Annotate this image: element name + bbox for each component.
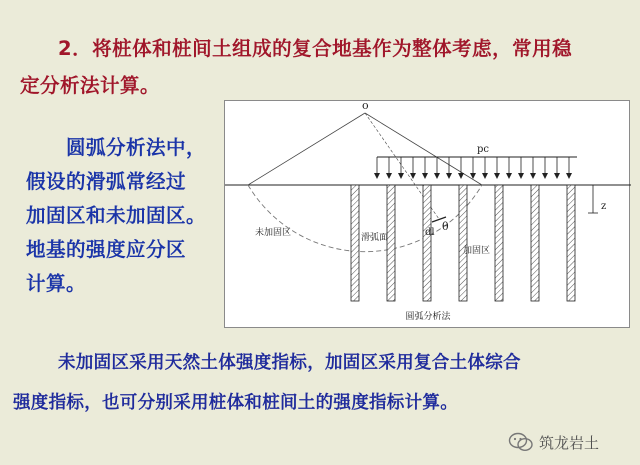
left-line-2: 假设的滑弧常经过: [26, 170, 187, 193]
pile: [531, 185, 539, 301]
circular-arc-diagram: [224, 100, 630, 328]
piles-group: [351, 185, 575, 301]
radius-line-left: [248, 113, 365, 185]
diagram-svg: [225, 101, 631, 329]
unreinforced-zone-label: 未加固区: [255, 228, 292, 238]
wechat-icon: [508, 432, 534, 452]
pile: [567, 185, 575, 301]
theta-label: θ: [442, 220, 449, 233]
diagram-caption: 圆弧分析法: [405, 312, 451, 322]
heading-line-2: 定分析法计算。: [20, 74, 161, 97]
reinforced-zone-label: 加固区: [463, 246, 491, 256]
watermark: [508, 430, 599, 454]
heading-line-1: 2．将桩体和桩间土组成的复合地基作为整体考虑，常用稳: [58, 37, 573, 60]
watermark-text: 筑龙岩土: [539, 433, 600, 452]
depth-label: z: [601, 201, 607, 212]
center-label: o: [362, 101, 369, 112]
slip-surface-label: 滑弧面: [361, 233, 389, 243]
pile: [459, 185, 467, 301]
left-line-3: 加固区和未加固区。: [26, 204, 207, 227]
pile: [495, 185, 503, 301]
pile: [387, 185, 395, 301]
bottom-line-2: 强度指标，也可分别采用桩体和桩间土的强度指标计算。: [13, 393, 458, 413]
bottom-line-1: 未加固区采用天然土体强度指标，加固区采用复合土体综合: [58, 353, 521, 373]
element-dl-label: dl: [425, 227, 435, 238]
pile: [351, 185, 359, 301]
left-line-5: 计算。: [26, 272, 87, 295]
left-line-4: 地基的强度应分区: [26, 238, 187, 261]
load-label: pc: [477, 144, 490, 155]
left-line-1: 圆弧分析法中，: [66, 136, 207, 159]
pile: [423, 185, 431, 301]
left-description: [26, 131, 216, 301]
